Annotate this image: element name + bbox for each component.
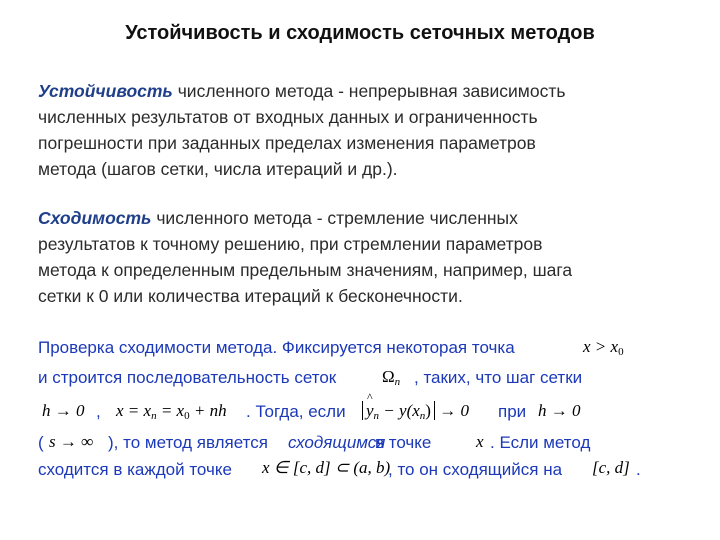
- check-line-4d: в точке: [375, 433, 432, 452]
- stability-line-2: численных результатов от входных данных и ограниченность: [38, 107, 538, 127]
- convergence-line-4: сетки к 0 или количества итераций к бесконечности.: [38, 286, 463, 306]
- convergence-check-block: [0, 330, 720, 490]
- convergence-line-2: результатов к точному решению, при стремлении параметров: [38, 234, 543, 254]
- convergence-line-1: численного метода - стремление численных: [151, 208, 518, 228]
- check-line-3c: при: [498, 402, 527, 421]
- formula-omega-n: $\Omega_n$: [382, 367, 401, 388]
- check-line-3b: . Тогда, если: [246, 402, 346, 421]
- stability-line-4: метода (шагов сетки, числа итераций и др.).: [38, 159, 398, 179]
- formula-error-abs: ^ $y_n - y(x_n) \to 0$: [362, 401, 469, 422]
- formula-x-gt-x0: $x > x_0$: [583, 337, 624, 358]
- slide-title: Устойчивость и сходимость сеточных методов: [125, 22, 595, 44]
- stability-definition: [38, 78, 688, 182]
- formula-x-point: x: [476, 432, 484, 451]
- check-line-4c: сходящимся: [288, 433, 386, 452]
- check-line-5b: , то он сходящийся на: [388, 460, 563, 479]
- check-line-4a: (: [38, 433, 44, 452]
- check-line-5c: .: [636, 460, 641, 479]
- stability-line-3: погрешности при заданных пределах изменения параметров: [38, 133, 536, 153]
- check-line-1: Проверка сходимости метода. Фиксируется некоторая точка: [38, 338, 515, 357]
- formula-cd: [c, d]: [592, 458, 630, 477]
- check-line-5a: сходится в каждой точке: [38, 460, 232, 479]
- check-line-2a: и строится последовательность сеток: [38, 368, 337, 387]
- formula-grid-node: $x = x_n = x_0$ + nh: [116, 401, 227, 422]
- formula-x-in-cd: x ∈ [c, d] ⊂ (a, b): [262, 458, 391, 477]
- check-line-4b: ), то метод является: [108, 433, 268, 452]
- stability-term: Устойчивость: [38, 81, 173, 101]
- convergence-term: Сходимость: [38, 208, 152, 228]
- stability-line-1: численного метода - непрерывная зависимость: [172, 81, 566, 101]
- check-line-3a: ,: [96, 402, 101, 421]
- formula-h-to-0-b: h → 0: [538, 401, 581, 420]
- check-line-2b: , таких, что шаг сетки: [414, 368, 583, 387]
- check-line-4e: . Если метод: [490, 433, 591, 452]
- formula-h-to-0: h → 0: [42, 401, 85, 420]
- convergence-line-3: метода к определенным предельным значениям, например, шага: [38, 260, 573, 280]
- convergence-definition: [38, 205, 688, 309]
- formula-s-to-inf: s → ∞: [49, 432, 94, 451]
